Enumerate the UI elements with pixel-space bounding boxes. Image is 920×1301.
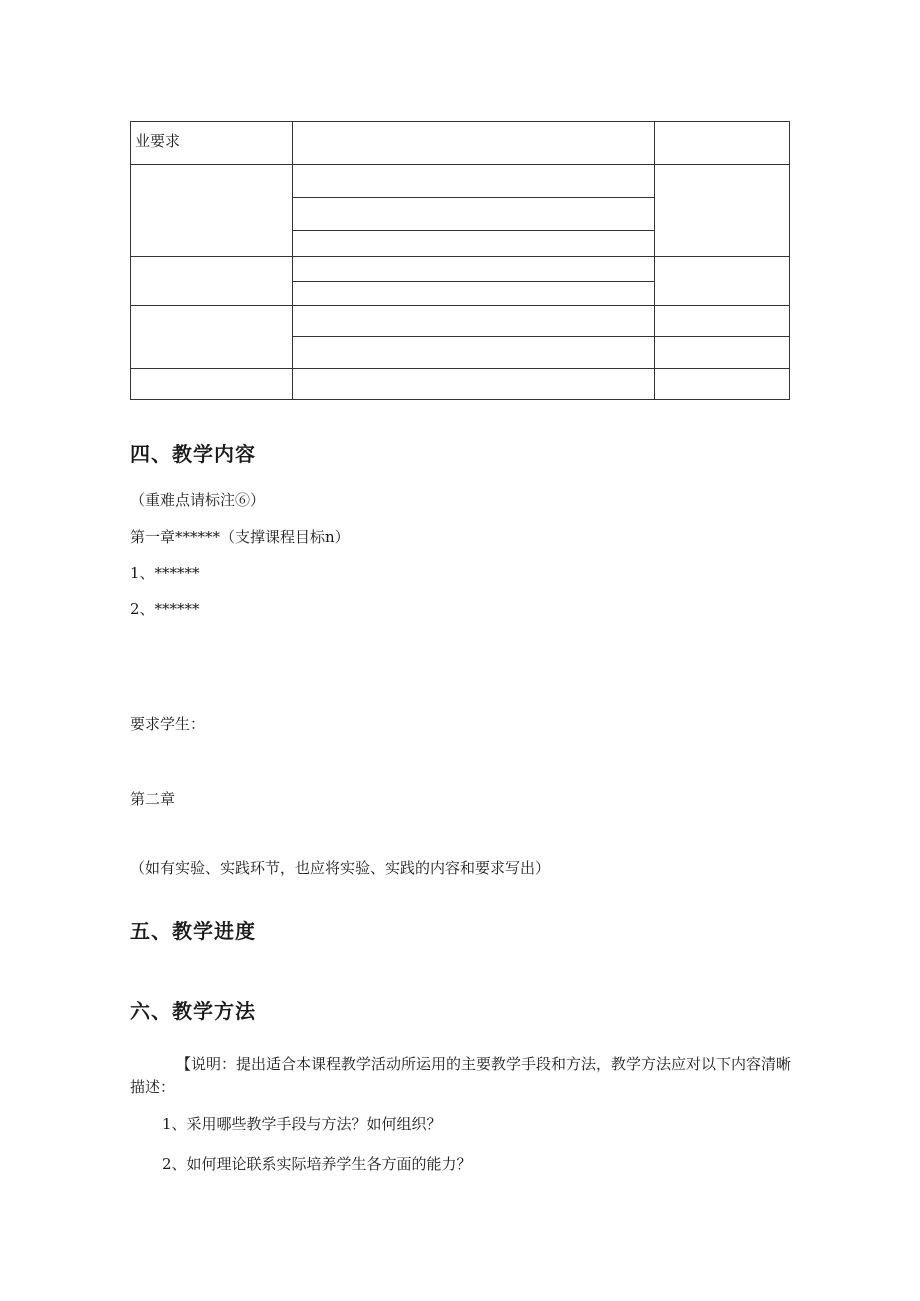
list-item: 1、****** bbox=[130, 564, 200, 582]
section-heading-teaching-content: 四、教学内容 bbox=[130, 442, 256, 466]
table-cell bbox=[130, 164, 293, 257]
table-cell bbox=[292, 197, 655, 231]
chapter-2-title: 第二章 bbox=[130, 790, 176, 808]
table-cell bbox=[292, 164, 655, 198]
table-cell-text: 业要求 bbox=[135, 132, 181, 150]
student-requirements: 要求学生： bbox=[130, 715, 206, 733]
table-cell bbox=[130, 368, 293, 400]
table-cell bbox=[654, 256, 790, 306]
table-cell bbox=[654, 368, 790, 400]
description-line-1: 【说明：提出适合本课程教学活动所运用的主要教学手段和方法，教学方法应对以下内容清晰 bbox=[176, 1055, 792, 1073]
table-cell bbox=[292, 368, 655, 400]
table-cell bbox=[654, 121, 790, 165]
table-cell bbox=[654, 164, 790, 257]
table-cell bbox=[292, 305, 655, 337]
chapter-1-title: 第一章******（支撑课程目标n） bbox=[130, 528, 350, 546]
question-2: 2、如何理论联系实际培养学生各方面的能力？ bbox=[162, 1155, 472, 1173]
table-cell bbox=[292, 230, 655, 257]
experiment-note: （如有实验、实践环节，也应将实验、实践的内容和要求写出） bbox=[130, 859, 551, 877]
list-item: 2、****** bbox=[130, 600, 200, 618]
table-cell bbox=[292, 256, 655, 282]
table-cell bbox=[130, 256, 293, 306]
table-cell bbox=[292, 281, 655, 306]
table-cell bbox=[292, 336, 655, 369]
key-points-note: （重难点请标注⑥） bbox=[130, 491, 266, 509]
table-cell bbox=[130, 121, 293, 165]
section-heading-teaching-progress: 五、教学进度 bbox=[130, 919, 256, 943]
description-line-2: 描述： bbox=[130, 1078, 176, 1096]
table-cell bbox=[654, 336, 790, 369]
table-cell bbox=[130, 305, 293, 369]
table-cell bbox=[292, 121, 655, 165]
table-cell bbox=[654, 305, 790, 337]
section-heading-teaching-methods: 六、教学方法 bbox=[130, 999, 256, 1023]
question-1: 1、采用哪些教学手段与方法？如何组织？ bbox=[162, 1115, 442, 1133]
